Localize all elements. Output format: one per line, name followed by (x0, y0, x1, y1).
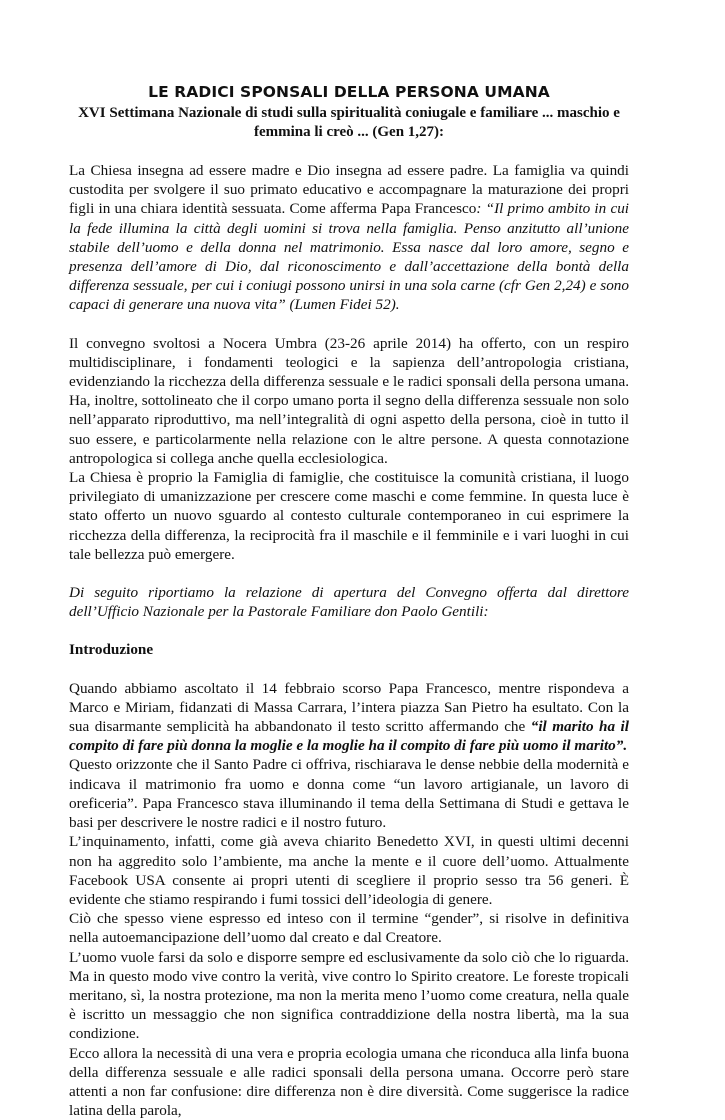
section-paragraph-1 (69, 679, 629, 756)
section-paragraph-1-quote: “il marito ha il compito di fare più donna la moglie e la moglie ha il compito di fare più uomo il marito”. (69, 718, 629, 755)
section-paragraph-6: Ecco allora la necessità di una vera e propria ecologia umana che riconduca alla linfa buona della differenza sessuale e alle radici sponsali della persona umana. Occorre però stare attenti a non far confusione: dire differenza non è dire diversità. Come suggerisce la radice latina della parola, (69, 1044, 629, 1120)
intro-text: La Chiesa insegna ad essere madre e Dio insegna ad essere padre. La famiglia va quindi custodita per svolgere il suo primato educativo e accompagnare la maturazione dei propri figli in una chiara identità sessuata. Come afferma Papa Francesco (69, 162, 629, 218)
section-paragraph-3: L’inquinamento, infatti, come già aveva chiarito Benedetto XVI, in questi ultimi decenni non ha aggredito solo l’ambiente, ma anche la mente e il cuore dell’uomo. Attualmente Facebook USA consente ai propri utenti di scegliere il proprio sesso tra 56 generi. È evidente che stiamo respirando i fumi tossici dell’ideologia di genere. (69, 833, 629, 908)
section-paragraph-4: Ciò che spesso viene espresso ed inteso con il termine “gender”, si risolve in definitiva nella autoemancipazione dell’uomo dal creato e dal Creatore. (69, 910, 629, 947)
section-paragraph-1-text: Quando abbiamo ascoltato il 14 febbraio scorso Papa Francesco, mentre rispondeva a Marco e Miriam, fidanzati di Massa Carrara, l’intera piazza San Pietro ha esultato. Con la sua disarmante semplicità ha abbandonato il testo scritto affermando che (69, 679, 629, 736)
document-page (69, 82, 629, 1120)
document-subtitle: XVI Settimana Nazionale di studi sulla spiritualità coniugale e familiare ... maschio e femmina li creò ... (Gen 1,27): (78, 105, 620, 140)
intro-quote: : “Il primo ambito in cui la fede illumina la città degli uomini si trova nella famiglia. Penso anzitutto all’unione stabile dell’uomo e della donna nel matrimonio. Essa nasce dal loro amore, segno e presenza dell’amore di Dio, dal riconoscimento e dall’accettazione della bontà della differenza sessuale, per cui i coniugi possono unirsi in una sola carne (cfr Gen 2,24) e sono capaci di generare una nuova vita” (Lumen Fidei 52). (69, 200, 630, 314)
section-paragraph-2: Questo orizzonte che il Santo Padre ci offriva, rischiarava le dense nebbie della modernità e indicava il matrimonio fra uomo e donna come “un lavoro artigianale, un lavoro di oreficeria”. Papa Francesco stava illuminando il tema della Settimana di Studi e gettava le basi per descrivere le nostre radici e il nostro futuro. (69, 756, 629, 832)
intro-paragraph (69, 161, 629, 315)
section-heading: Introduzione (69, 641, 154, 659)
convegno-paragraph-2: La Chiesa è proprio la Famiglia di famiglie, che costituisce la comunità cristiana, il luogo privilegiato di umanizzazione per crescere come maschi e come femmine. In questa luce è stato offerto un nuovo sguardo al contesto culturale contemporaneo in cui esprimere la ricchezza della differenza, la reciprocità fra il maschile e il femminile e i vari luoghi in cui tale bellezza può emergere. (69, 469, 629, 563)
document-title: LE RADICI SPONSALI DELLA PERSONA UMANA (148, 83, 550, 101)
convegno-paragraph-1: Il convegno svoltosi a Nocera Umbra (23-26 aprile 2014) ha offerto, con un respiro multidisciplinare, i fondamenti teologici e la sapienza dell’antropologia cristiana, evidenziando la ricchezza della differenza sessuale e le radici sponsali della persona umana. Ha, inoltre, sottolineato che il corpo umano porta il segno della differenza sessuale non solo nell’apparato riproduttivo, ma nell’integralità di ogni aspetto della persona, cioè in tutto il suo essere, e particolarmente nella relazione con le altre persone. A questa connotazione antropologica si collega anche quella ecclesiologica. (69, 334, 629, 467)
section-paragraph-5: L’uomo vuole farsi da solo e disporre sempre ed esclusivamente da solo ciò che lo riguarda. Ma in questo modo vive contro la verità, vive contro lo Spirito creatore. Le foreste tropicali meritano, sì, la nostra protezione, ma non la merita meno l’uomo come creatura, nella quale è iscritto un messaggio che non significa contraddizione della nostra libertà, ma la sua condizione. (69, 948, 629, 1043)
editor-note (69, 583, 629, 621)
editor-note-text: Di seguito riportiamo la relazione di apertura del Convegno offerta dal direttore dell’Ufficio Nazionale per la Pastorale Familiare don Paolo Gentili: (69, 584, 629, 621)
